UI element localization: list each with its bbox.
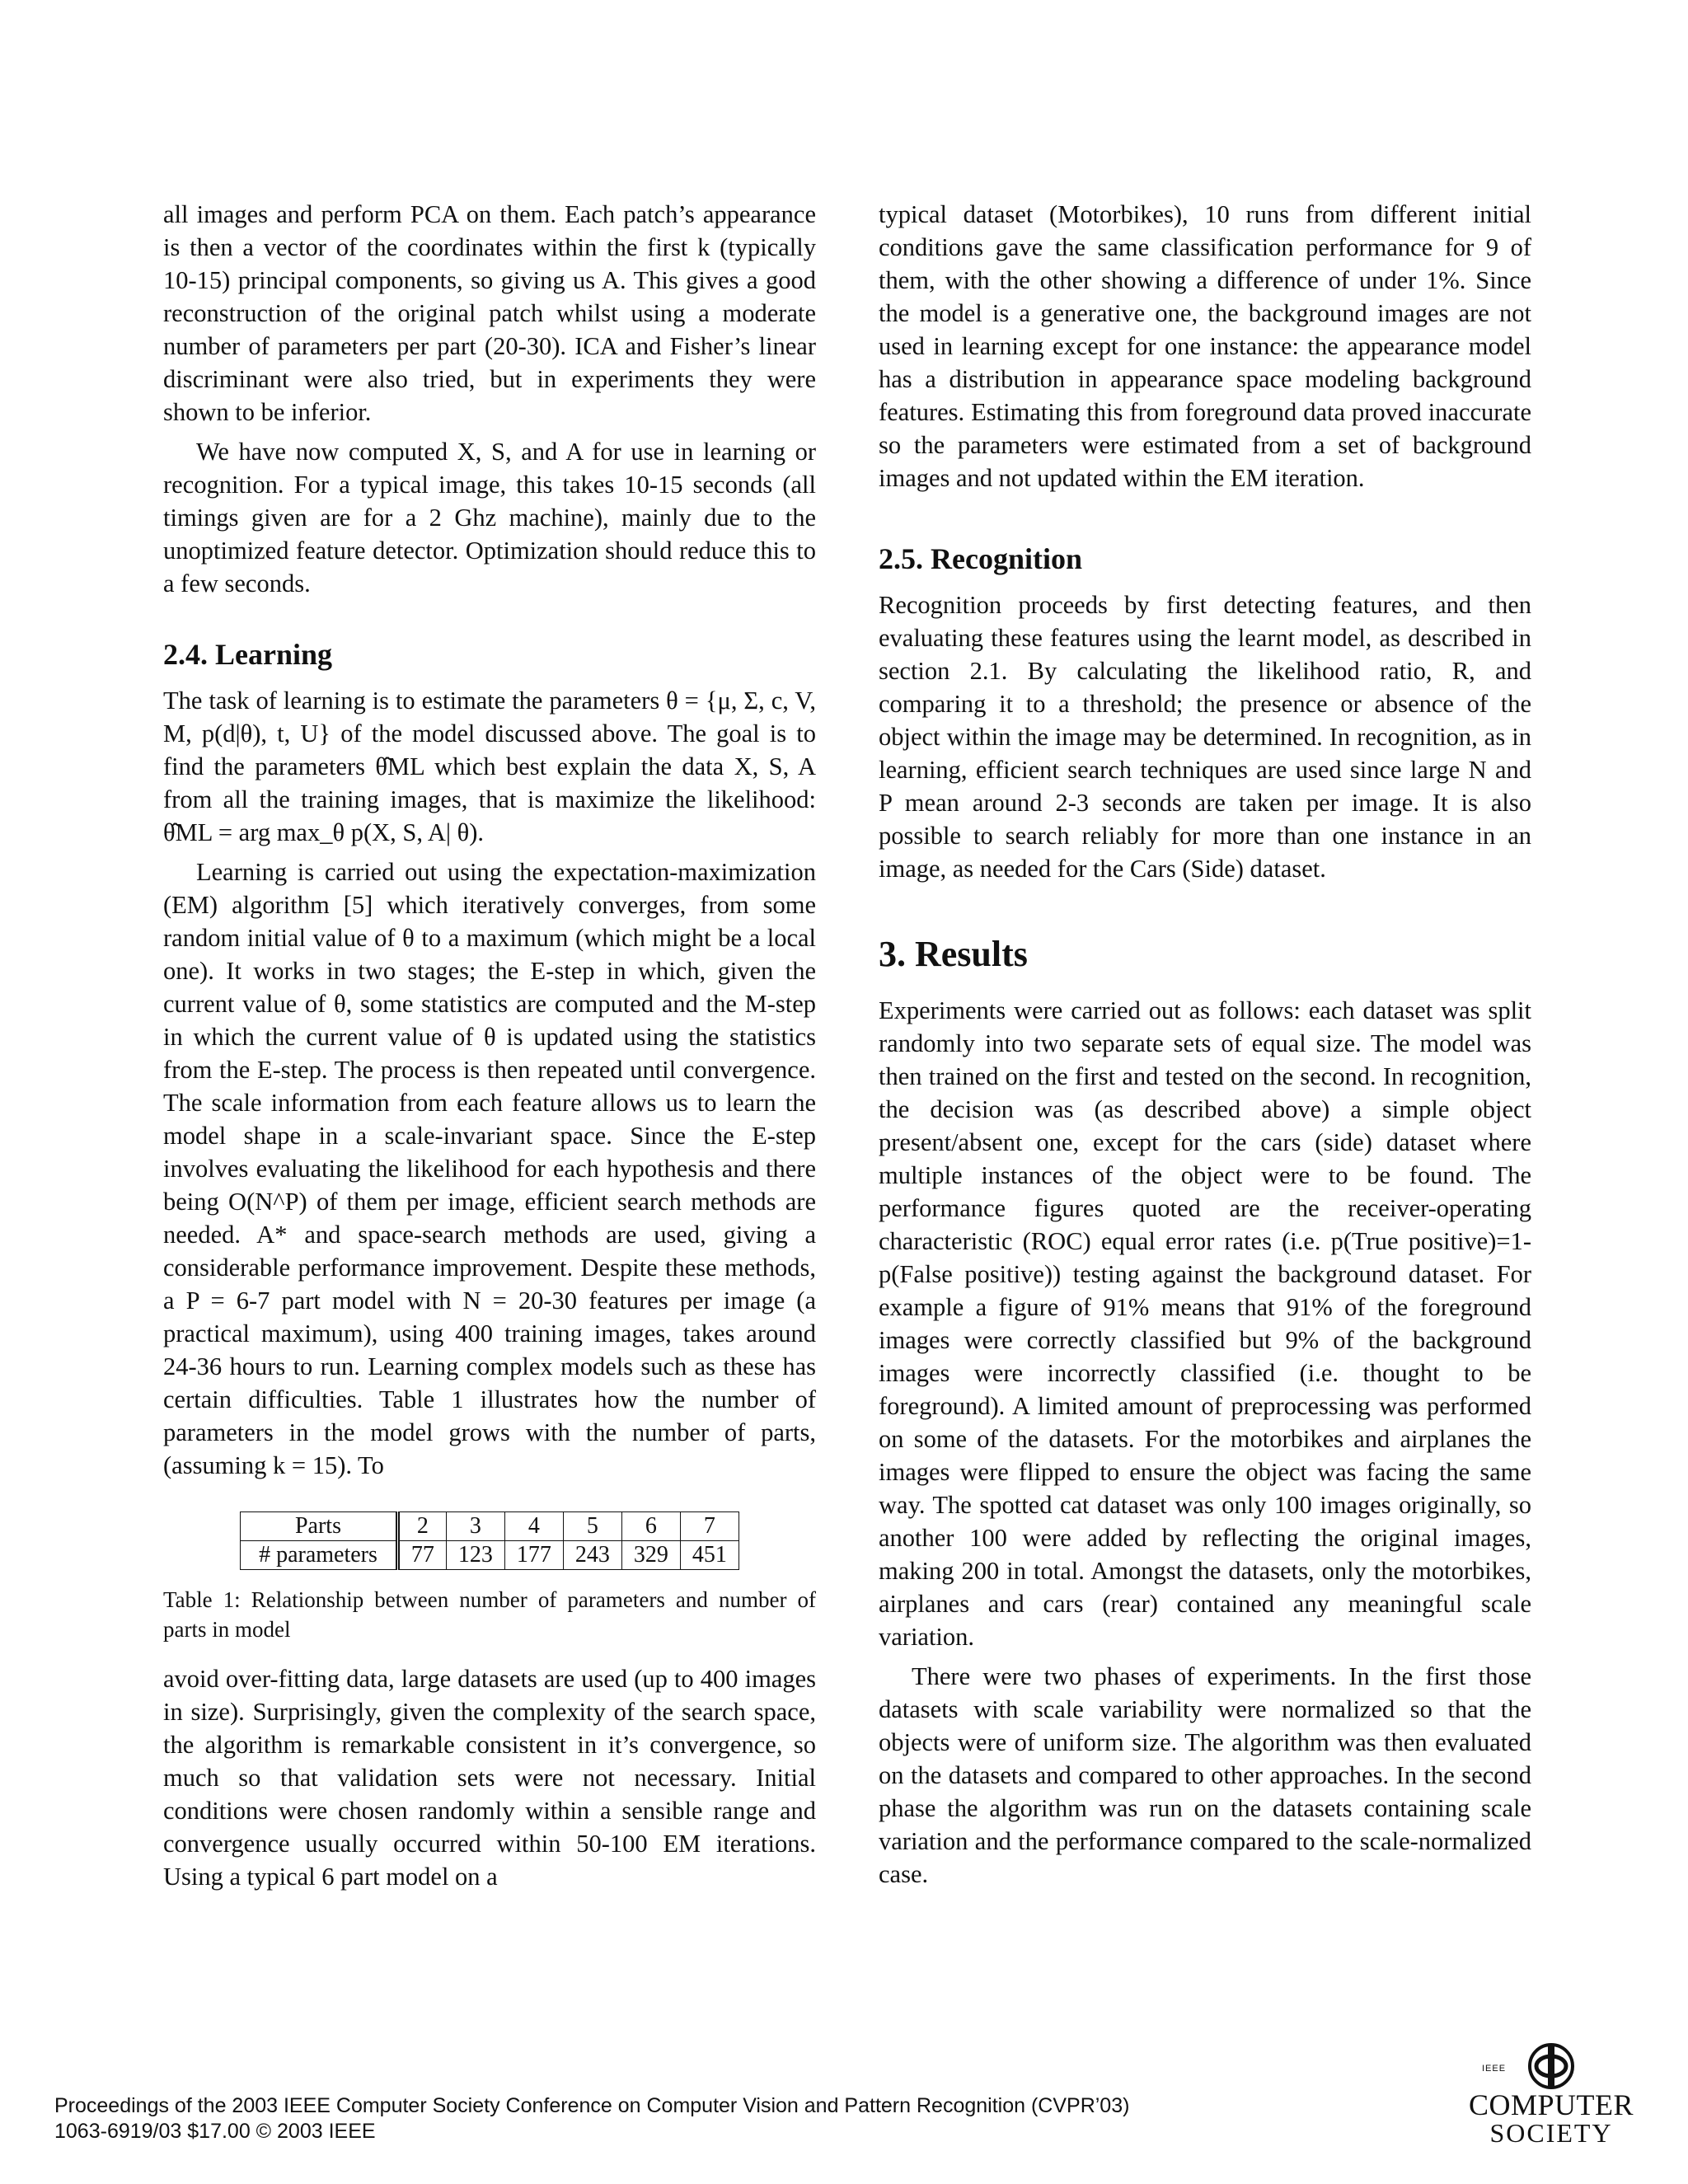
table-cell: 451 bbox=[680, 1541, 738, 1570]
logo-word-computer: COMPUTER bbox=[1468, 2088, 1634, 2121]
table-cell: 4 bbox=[504, 1512, 563, 1541]
table-cell: 243 bbox=[563, 1541, 621, 1570]
table-cell: 3 bbox=[446, 1512, 504, 1541]
paragraph-pca-intro: all images and perform PCA on them. Each patch’s appearance is then a vector of the coordinates within the first k (typically 10-15) principal components, so giving us A. This gives a good reconstruction of the original patch whilst using a moderate number of parameters per part (20-30). ICA and Fisher’s linear discriminant were also tried, but in experiments they were shown to be inferior. bbox=[163, 200, 816, 426]
footer bbox=[54, 2093, 1129, 2144]
table-row bbox=[241, 1512, 739, 1541]
table-cell-label: # parameters bbox=[241, 1541, 398, 1570]
table-cell: 123 bbox=[446, 1541, 504, 1570]
paragraph-experiment-phases: There were two phases of experiments. In the first those datasets with scale variability were normalized so that the objects were of uniform size. The algorithm was then evaluated on the datasets and compared to other approaches. In the second phase the algorithm was run on the datasets containing scale variation and the performance compared to the scale-normalized case. bbox=[879, 1662, 1531, 1888]
logo-ieee-text: IEEE bbox=[1482, 2064, 1507, 2074]
paragraph-results: Experiments were carried out as follows: each dataset was split randomly into two separate sets of equal size. The model was then trained on the first and tested on the second. In recognition, the decision was (as described above) a simple object present/absent one, except for the cars (side) dataset where multiple instances of the object were to be found. The performance figures quoted are the receiver-operating characteristic (ROC) equal error rates (i.e. p(True positive)=1-p(False positive)) testing against the background dataset. For example a figure of 91% means that 91% of the foreground images were correctly classified but 9% of the background images were incorrectly classified (i.e. thought to be foreground). A limited amount of preprocessing was performed on some of the datasets. For the motorbikes and airplanes the images were flipped to ensure the object was facing the same way. The spotted cat dataset was only 100 images originally, so another 100 were added by reflecting the original images, making 200 in total. Amongst the datasets, only the motorbikes, airplanes and cars (rear) contained any meaningful scale variation. bbox=[879, 996, 1531, 1651]
table-cell: 329 bbox=[621, 1541, 680, 1570]
paragraph-computed-features: We have now computed X, S, and A for use in learning or recognition. For a typical image, this takes 10-15 seconds (all timings given are for a 2 Ghz machine), mainly due to the unoptimized feature detector. Optimization should reduce this to a few seconds. bbox=[163, 438, 816, 598]
table-cell: 5 bbox=[563, 1512, 621, 1541]
section-heading-results: 3. Results bbox=[879, 934, 1028, 974]
parameters-table bbox=[240, 1511, 739, 1570]
table-row bbox=[241, 1541, 739, 1570]
table-cell: 177 bbox=[504, 1541, 563, 1570]
paragraph-recognition: Recognition proceeds by first detecting features, and then evaluating these features using the learnt model, as described in section 2.1. By calculating the likelihood ratio, R, and comparing it to a threshold; the presence or absence of the object within the image may be determined. In recognition, as in learning, efficient search techniques are used since large N and P mean around 2-3 seconds are taken per image. It is also possible to search reliably for more than one instance in an image, as needed for the Cars (Side) dataset. bbox=[879, 591, 1531, 883]
paragraph-learning-task: The task of learning is to estimate the parameters θ = {μ, Σ, c, V, M, p(d|θ), t, U} of the model discussed above. The goal is to find the parameters θ̂ML which best explain the data X, S, A from all the training images, that is maximize the likelihood: θ̂ML = arg max_θ p(X, S, A| θ). bbox=[163, 687, 816, 846]
footer-copyright-line: 1063-6919/03 $17.00 © 2003 IEEE bbox=[54, 2120, 376, 2143]
table-cell: 2 bbox=[397, 1512, 446, 1541]
logo-word-society: SOCIETY bbox=[1489, 2118, 1613, 2148]
ieee-computer-society-logo bbox=[1461, 2042, 1642, 2149]
paragraph-overfitting: avoid over-fitting data, large datasets are used (up to 400 images in size). Surprisingly, given the complexity of the search space, the algorithm is remarkable consistent in it’s convergence, so much so that validation sets were not necessary. Initial conditions were chosen randomly within a sensible range and convergence usually occurred within 50-100 EM iterations. Using a typical 6 part model on a bbox=[163, 1665, 816, 1891]
section-heading-learning: 2.4. Learning bbox=[163, 638, 333, 671]
table-cell: 77 bbox=[397, 1541, 446, 1570]
section-heading-recognition: 2.5. Recognition bbox=[879, 542, 1082, 575]
paragraph-em-algorithm: Learning is carried out using the expectation-maximization (EM) algorithm [5] which iteratively converges, from some random initial value of θ to a maximum (which might be a local one). It works in two stages; the E-step in which, given the current value of θ, some statistics are computed and the M-step in which the current value of θ is updated using the statistics from the E-step. The process is then repeated until convergence. The scale information from each feature allows us to learn the model shape in a scale-invariant space. Since the E-step involves evaluating the likelihood for each hypothesis and there being O(N^P) of them per image, efficient search methods are needed. A* and space-search methods are used, giving a considerable performance improvement. Despite these methods, a P = 6-7 part model with N = 20-30 features per image (a practical maximum), using 400 training images, takes around 24-36 hours to run. Learning complex models such as these has certain difficulties. Table 1 illustrates how the number of parameters in the model grows with the number of parts, (assuming k = 15). To bbox=[163, 858, 816, 1479]
table-cell: 6 bbox=[621, 1512, 680, 1541]
table-caption: Table 1: Relationship between number of parameters and number of parts in model bbox=[163, 1587, 816, 1642]
table-cell-label: Parts bbox=[241, 1512, 398, 1541]
paragraph-motorbikes-continuation: typical dataset (Motorbikes), 10 runs from different initial conditions gave the same classification performance for 9 of them, with the other showing a difference of under 1%. Since the model is a generative one, the background images are not used in learning except for one instance: the appearance model has a distribution in appearance space modeling background features. Estimating this from foreground data proved inaccurate so the parameters were estimated from a set of background images and not updated within the EM iteration. bbox=[879, 200, 1531, 492]
phi-emblem-icon bbox=[1526, 2042, 1576, 2090]
table-cell: 7 bbox=[680, 1512, 738, 1541]
footer-proceedings-line: Proceedings of the 2003 IEEE Computer Society Conference on Computer Vision and Pattern Recognition (CVPR’03) bbox=[54, 2094, 1130, 2117]
left-column bbox=[163, 198, 816, 1893]
right-column bbox=[879, 198, 1531, 1891]
